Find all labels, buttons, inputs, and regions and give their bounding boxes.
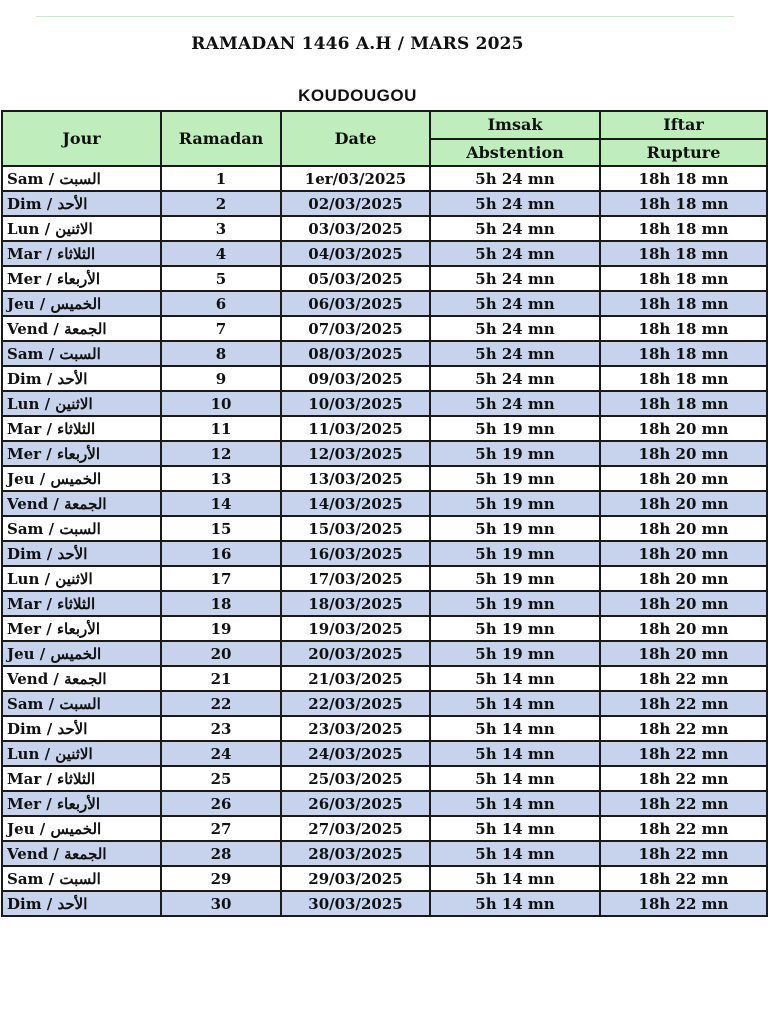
day-cell: Sam / السبت	[2, 516, 161, 541]
iftar-cell: 18h 18 mn	[600, 366, 767, 391]
iftar-cell: 18h 18 mn	[600, 191, 767, 216]
ramadan-day-cell: 18	[161, 591, 281, 616]
ramadan-day-cell: 11	[161, 416, 281, 441]
day-cell: Mer / الأربعاء	[2, 791, 161, 816]
table-row	[2, 891, 767, 916]
table-row	[2, 841, 767, 866]
date-cell: 06/03/2025	[281, 291, 430, 316]
table-row	[2, 616, 767, 641]
table-row	[2, 266, 767, 291]
table-row	[2, 191, 767, 216]
iftar-cell: 18h 20 mn	[600, 416, 767, 441]
date-cell: 15/03/2025	[281, 516, 430, 541]
iftar-cell: 18h 20 mn	[600, 616, 767, 641]
date-cell: 18/03/2025	[281, 591, 430, 616]
date-cell: 03/03/2025	[281, 216, 430, 241]
ramadan-day-cell: 3	[161, 216, 281, 241]
day-cell: Jeu / الخميس	[2, 291, 161, 316]
date-cell: 23/03/2025	[281, 716, 430, 741]
ramadan-day-cell: 23	[161, 716, 281, 741]
imsak-cell: 5h 19 mn	[430, 591, 600, 616]
imsak-cell: 5h 24 mn	[430, 241, 600, 266]
date-cell: 02/03/2025	[281, 191, 430, 216]
day-cell: Dim / الأحد	[2, 541, 161, 566]
table-row	[2, 866, 767, 891]
iftar-cell: 18h 18 mn	[600, 341, 767, 366]
table-row	[2, 741, 767, 766]
day-cell: Vend / الجمعة	[2, 316, 161, 341]
table-row	[2, 516, 767, 541]
imsak-cell: 5h 19 mn	[430, 566, 600, 591]
ramadan-day-cell: 26	[161, 791, 281, 816]
ramadan-day-cell: 15	[161, 516, 281, 541]
table-row	[2, 691, 767, 716]
iftar-cell: 18h 22 mn	[600, 666, 767, 691]
table-row	[2, 216, 767, 241]
table-row	[2, 241, 767, 266]
imsak-cell: 5h 14 mn	[430, 841, 600, 866]
ramadan-day-cell: 22	[161, 691, 281, 716]
ramadan-schedule-table	[1, 110, 768, 917]
date-cell: 30/03/2025	[281, 891, 430, 916]
date-cell: 26/03/2025	[281, 791, 430, 816]
iftar-cell: 18h 22 mn	[600, 791, 767, 816]
day-cell: Jeu / الخميس	[2, 466, 161, 491]
iftar-cell: 18h 18 mn	[600, 166, 767, 191]
ramadan-day-cell: 5	[161, 266, 281, 291]
date-cell: 19/03/2025	[281, 616, 430, 641]
date-cell: 16/03/2025	[281, 541, 430, 566]
imsak-cell: 5h 19 mn	[430, 541, 600, 566]
day-cell: Mer / الأربعاء	[2, 266, 161, 291]
imsak-cell: 5h 19 mn	[430, 466, 600, 491]
ramadan-day-cell: 9	[161, 366, 281, 391]
ramadan-day-cell: 12	[161, 441, 281, 466]
imsak-cell: 5h 14 mn	[430, 816, 600, 841]
table-row	[2, 366, 767, 391]
table-row	[2, 341, 767, 366]
table-row	[2, 416, 767, 441]
iftar-cell: 18h 22 mn	[600, 691, 767, 716]
iftar-cell: 18h 18 mn	[600, 241, 767, 266]
day-cell: Lun / الاثنين	[2, 391, 161, 416]
iftar-cell: 18h 18 mn	[600, 316, 767, 341]
date-cell: 25/03/2025	[281, 766, 430, 791]
iftar-cell: 18h 20 mn	[600, 591, 767, 616]
table-body	[2, 166, 767, 916]
date-cell: 14/03/2025	[281, 491, 430, 516]
imsak-cell: 5h 19 mn	[430, 441, 600, 466]
header-imsak: Imsak	[430, 111, 600, 139]
table-row	[2, 166, 767, 191]
table-row	[2, 716, 767, 741]
iftar-cell: 18h 20 mn	[600, 466, 767, 491]
imsak-cell: 5h 14 mn	[430, 716, 600, 741]
ramadan-day-cell: 25	[161, 766, 281, 791]
header-jour: Jour	[2, 111, 161, 166]
iftar-cell: 18h 20 mn	[600, 641, 767, 666]
ramadan-day-cell: 27	[161, 816, 281, 841]
header-rupture: Rupture	[600, 139, 767, 167]
day-cell: Jeu / الخميس	[2, 641, 161, 666]
imsak-cell: 5h 19 mn	[430, 641, 600, 666]
iftar-cell: 18h 22 mn	[600, 741, 767, 766]
table-row	[2, 491, 767, 516]
day-cell: Vend / الجمعة	[2, 666, 161, 691]
day-cell: Sam / السبت	[2, 166, 161, 191]
date-cell: 12/03/2025	[281, 441, 430, 466]
table-row	[2, 766, 767, 791]
day-cell: Dim / الأحد	[2, 366, 161, 391]
date-cell: 11/03/2025	[281, 416, 430, 441]
day-cell: Lun / الاثنين	[2, 566, 161, 591]
day-cell: Vend / الجمعة	[2, 841, 161, 866]
date-cell: 07/03/2025	[281, 316, 430, 341]
day-cell: Mar / الثلاثاء	[2, 766, 161, 791]
imsak-cell: 5h 14 mn	[430, 691, 600, 716]
imsak-cell: 5h 14 mn	[430, 666, 600, 691]
imsak-cell: 5h 24 mn	[430, 291, 600, 316]
day-cell: Mer / الأربعاء	[2, 441, 161, 466]
iftar-cell: 18h 22 mn	[600, 716, 767, 741]
date-cell: 24/03/2025	[281, 741, 430, 766]
ramadan-day-cell: 6	[161, 291, 281, 316]
iftar-cell: 18h 18 mn	[600, 216, 767, 241]
table-row	[2, 591, 767, 616]
ramadan-day-cell: 21	[161, 666, 281, 691]
day-cell: Mar / الثلاثاء	[2, 241, 161, 266]
iftar-cell: 18h 22 mn	[600, 841, 767, 866]
date-cell: 17/03/2025	[281, 566, 430, 591]
ramadan-day-cell: 10	[161, 391, 281, 416]
day-cell: Mar / الثلاثاء	[2, 591, 161, 616]
ramadan-day-cell: 19	[161, 616, 281, 641]
imsak-cell: 5h 24 mn	[430, 166, 600, 191]
ramadan-day-cell: 16	[161, 541, 281, 566]
imsak-cell: 5h 24 mn	[430, 216, 600, 241]
iftar-cell: 18h 22 mn	[600, 766, 767, 791]
ramadan-day-cell: 14	[161, 491, 281, 516]
table-row	[2, 291, 767, 316]
imsak-cell: 5h 19 mn	[430, 516, 600, 541]
imsak-cell: 5h 14 mn	[430, 891, 600, 916]
imsak-cell: 5h 14 mn	[430, 741, 600, 766]
header-date: Date	[281, 111, 430, 166]
iftar-cell: 18h 22 mn	[600, 816, 767, 841]
iftar-cell: 18h 18 mn	[600, 266, 767, 291]
iftar-cell: 18h 22 mn	[600, 866, 767, 891]
imsak-cell: 5h 24 mn	[430, 266, 600, 291]
day-cell: Mer / الأربعاء	[2, 616, 161, 641]
table-row	[2, 791, 767, 816]
page-title: RAMADAN 1446 A.H / MARS 2025	[191, 34, 524, 54]
iftar-cell: 18h 20 mn	[600, 566, 767, 591]
imsak-cell: 5h 14 mn	[430, 866, 600, 891]
iftar-cell: 18h 20 mn	[600, 516, 767, 541]
day-cell: Dim / الأحد	[2, 891, 161, 916]
iftar-cell: 18h 18 mn	[600, 291, 767, 316]
date-cell: 13/03/2025	[281, 466, 430, 491]
ramadan-day-cell: 8	[161, 341, 281, 366]
ramadan-day-cell: 24	[161, 741, 281, 766]
day-cell: Vend / الجمعة	[2, 491, 161, 516]
day-cell: Sam / السبت	[2, 866, 161, 891]
imsak-cell: 5h 14 mn	[430, 766, 600, 791]
header-abstention: Abstention	[430, 139, 600, 167]
day-cell: Sam / السبت	[2, 341, 161, 366]
date-cell: 27/03/2025	[281, 816, 430, 841]
imsak-cell: 5h 14 mn	[430, 791, 600, 816]
table-row	[2, 541, 767, 566]
city-name: KOUDOUGOU	[298, 86, 417, 105]
table-row	[2, 816, 767, 841]
table-row	[2, 666, 767, 691]
imsak-cell: 5h 24 mn	[430, 191, 600, 216]
imsak-cell: 5h 24 mn	[430, 366, 600, 391]
ramadan-day-cell: 17	[161, 566, 281, 591]
day-cell: Jeu / الخميس	[2, 816, 161, 841]
date-cell: 05/03/2025	[281, 266, 430, 291]
imsak-cell: 5h 19 mn	[430, 616, 600, 641]
date-cell: 10/03/2025	[281, 391, 430, 416]
date-cell: 22/03/2025	[281, 691, 430, 716]
ramadan-day-cell: 29	[161, 866, 281, 891]
imsak-cell: 5h 19 mn	[430, 491, 600, 516]
top-divider	[36, 16, 734, 17]
ramadan-day-cell: 30	[161, 891, 281, 916]
imsak-cell: 5h 24 mn	[430, 316, 600, 341]
table-row	[2, 566, 767, 591]
date-cell: 20/03/2025	[281, 641, 430, 666]
ramadan-day-cell: 20	[161, 641, 281, 666]
iftar-cell: 18h 22 mn	[600, 891, 767, 916]
table-row	[2, 641, 767, 666]
date-cell: 28/03/2025	[281, 841, 430, 866]
day-cell: Dim / الأحد	[2, 191, 161, 216]
day-cell: Lun / الاثنين	[2, 741, 161, 766]
ramadan-day-cell: 2	[161, 191, 281, 216]
ramadan-day-cell: 7	[161, 316, 281, 341]
table-row	[2, 441, 767, 466]
date-cell: 09/03/2025	[281, 366, 430, 391]
iftar-cell: 18h 20 mn	[600, 541, 767, 566]
iftar-cell: 18h 20 mn	[600, 491, 767, 516]
iftar-cell: 18h 20 mn	[600, 441, 767, 466]
date-cell: 29/03/2025	[281, 866, 430, 891]
date-cell: 08/03/2025	[281, 341, 430, 366]
day-cell: Lun / الاثنين	[2, 216, 161, 241]
day-cell: Sam / السبت	[2, 691, 161, 716]
date-cell: 1er/03/2025	[281, 166, 430, 191]
ramadan-day-cell: 28	[161, 841, 281, 866]
day-cell: Mar / الثلاثاء	[2, 416, 161, 441]
iftar-cell: 18h 18 mn	[600, 391, 767, 416]
day-cell: Dim / الأحد	[2, 716, 161, 741]
header-iftar: Iftar	[600, 111, 767, 139]
ramadan-day-cell: 13	[161, 466, 281, 491]
table-row	[2, 466, 767, 491]
imsak-cell: 5h 24 mn	[430, 341, 600, 366]
table-row	[2, 316, 767, 341]
date-cell: 21/03/2025	[281, 666, 430, 691]
date-cell: 04/03/2025	[281, 241, 430, 266]
header-ramadan: Ramadan	[161, 111, 281, 166]
imsak-cell: 5h 24 mn	[430, 391, 600, 416]
table-row	[2, 391, 767, 416]
ramadan-day-cell: 1	[161, 166, 281, 191]
table-header	[2, 111, 767, 166]
ramadan-day-cell: 4	[161, 241, 281, 266]
imsak-cell: 5h 19 mn	[430, 416, 600, 441]
